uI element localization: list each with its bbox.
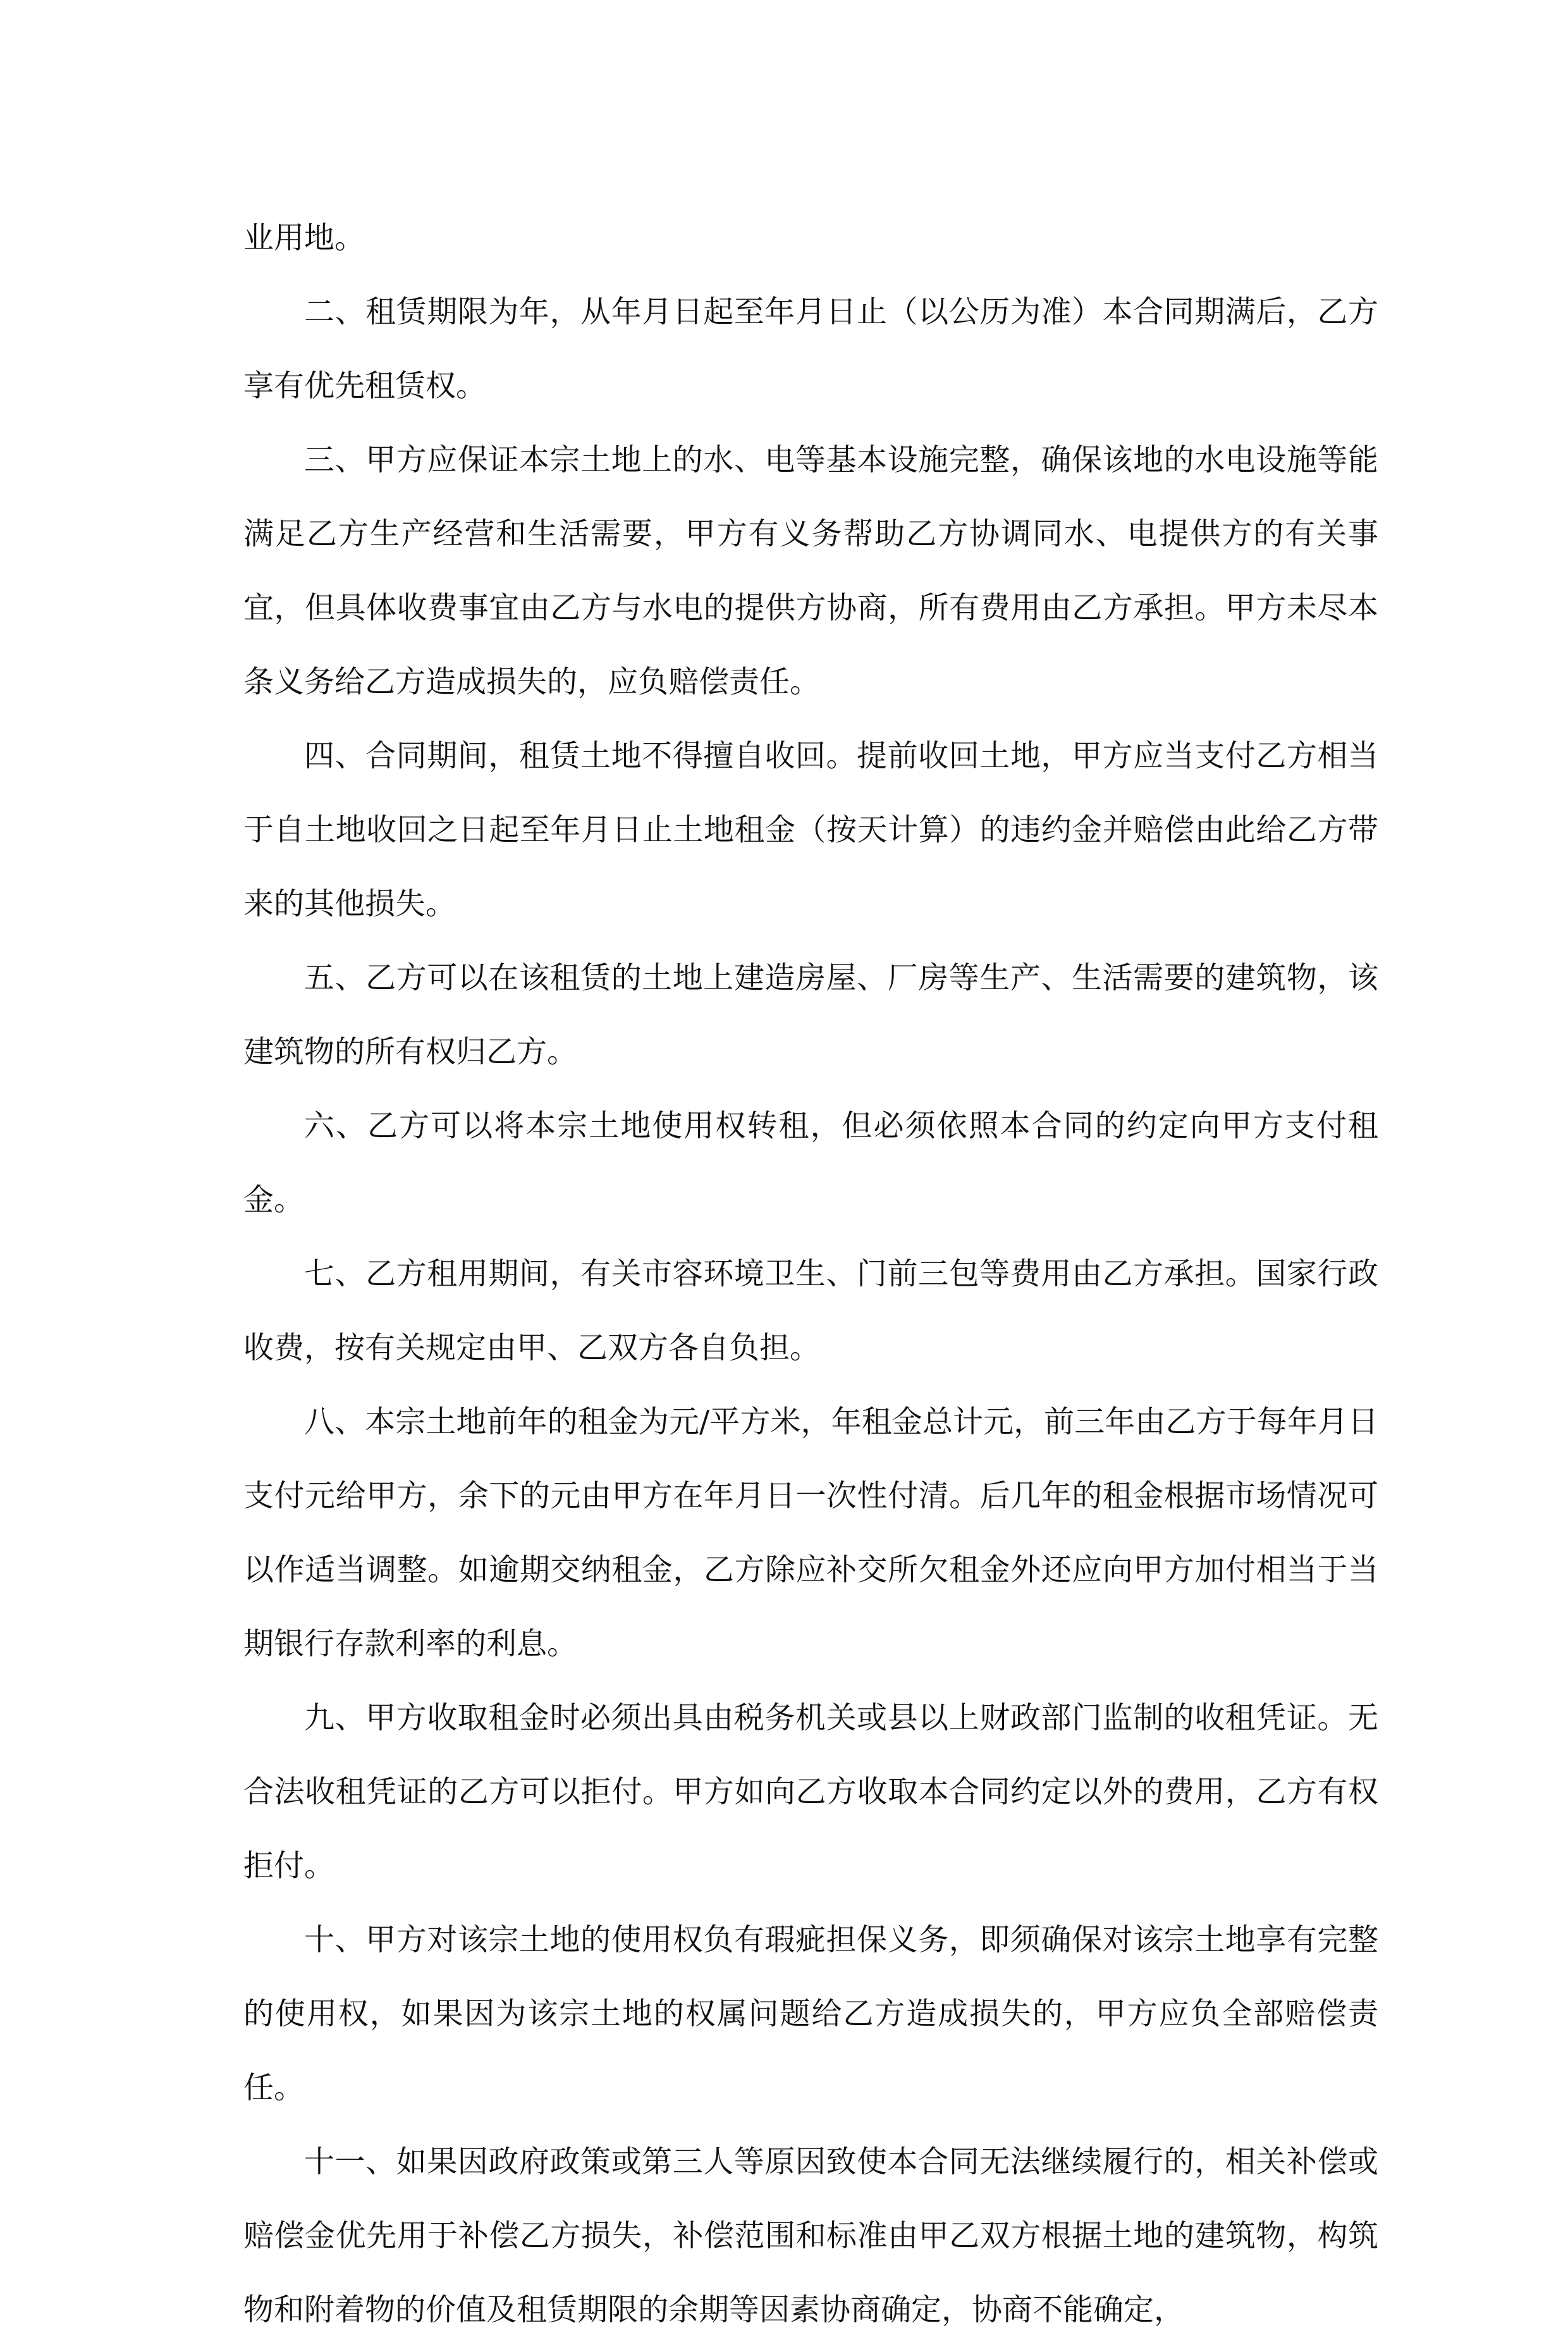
clause-11-compensation: 十一、如果因政府政策或第三人等原因致使本合同无法继续履行的，相关补偿或赔偿金优先用于补偿乙方损失，补偿范围和标准由甲乙双方根据土地的建筑物，构筑物和附着物的价值及租赁期限的余期等因素协商确定，协商不能确定，	[243, 2144, 1378, 2327]
paragraph-continuation: 业用地。	[243, 220, 365, 256]
clause-4-early-recovery: 四、合同期间，租赁土地不得擅自收回。提前收回土地，甲方应当支付乙方相当于自土地收回之日起至年月日止土地租金（按天计算）的违约金并赔偿由此给乙方带来的其他损失。	[243, 738, 1378, 921]
clause-5-buildings: 五、乙方可以在该租赁的土地上建造房屋、厂房等生产、生活需要的建筑物，该建筑物的所有权归乙方。	[243, 960, 1378, 1069]
clause-10-warranty: 十、甲方对该宗土地的使用权负有瑕疵担保义务，即须确保对该宗土地享有完整的使用权，如果因为该宗土地的权属问题给乙方造成损失的，甲方应负全部赔偿责任。	[243, 1922, 1378, 2105]
clause-6-sublease: 六、乙方可以将本宗土地使用权转租，但必须依照本合同的约定向甲方支付租金。	[243, 1108, 1378, 1217]
clause-2-lease-term: 二、租赁期限为年，从年月日起至年月日止（以公历为准）本合同期满后，乙方享有优先租赁权。	[243, 294, 1378, 403]
contract-body	[243, 201, 1378, 2347]
clause-8-rent: 八、本宗土地前年的租金为元/平方米，年租金总计元，前三年由乙方于每年月日支付元给甲方，余下的元由甲方在年月日一次性付清。后几年的租金根据市场情况可以作适当调整。如逾期交纳租金，乙方除应补交所欠租金外还应向甲方加付相当于当期银行存款利率的利息。	[243, 1404, 1378, 1661]
clause-3-utilities: 三、甲方应保证本宗土地上的水、电等基本设施完整，确保该地的水电设施等能满足乙方生产经营和生活需要，甲方有义务帮助乙方协调同水、电提供方的有关事宜，但具体收费事宜由乙方与水电的提供方协商，所有费用由乙方承担。甲方未尽本条义务给乙方造成损失的，应负赔偿责任。	[243, 442, 1378, 699]
clause-9-receipts: 九、甲方收取租金时必须出具由税务机关或县以上财政部门监制的收租凭证。无合法收租凭证的乙方可以拒付。甲方如向乙方收取本合同约定以外的费用，乙方有权拒付。	[243, 1700, 1378, 1883]
clause-7-fees: 七、乙方租用期间，有关市容环境卫生、门前三包等费用由乙方承担。国家行政收费，按有关规定由甲、乙双方各自负担。	[243, 1256, 1378, 1365]
